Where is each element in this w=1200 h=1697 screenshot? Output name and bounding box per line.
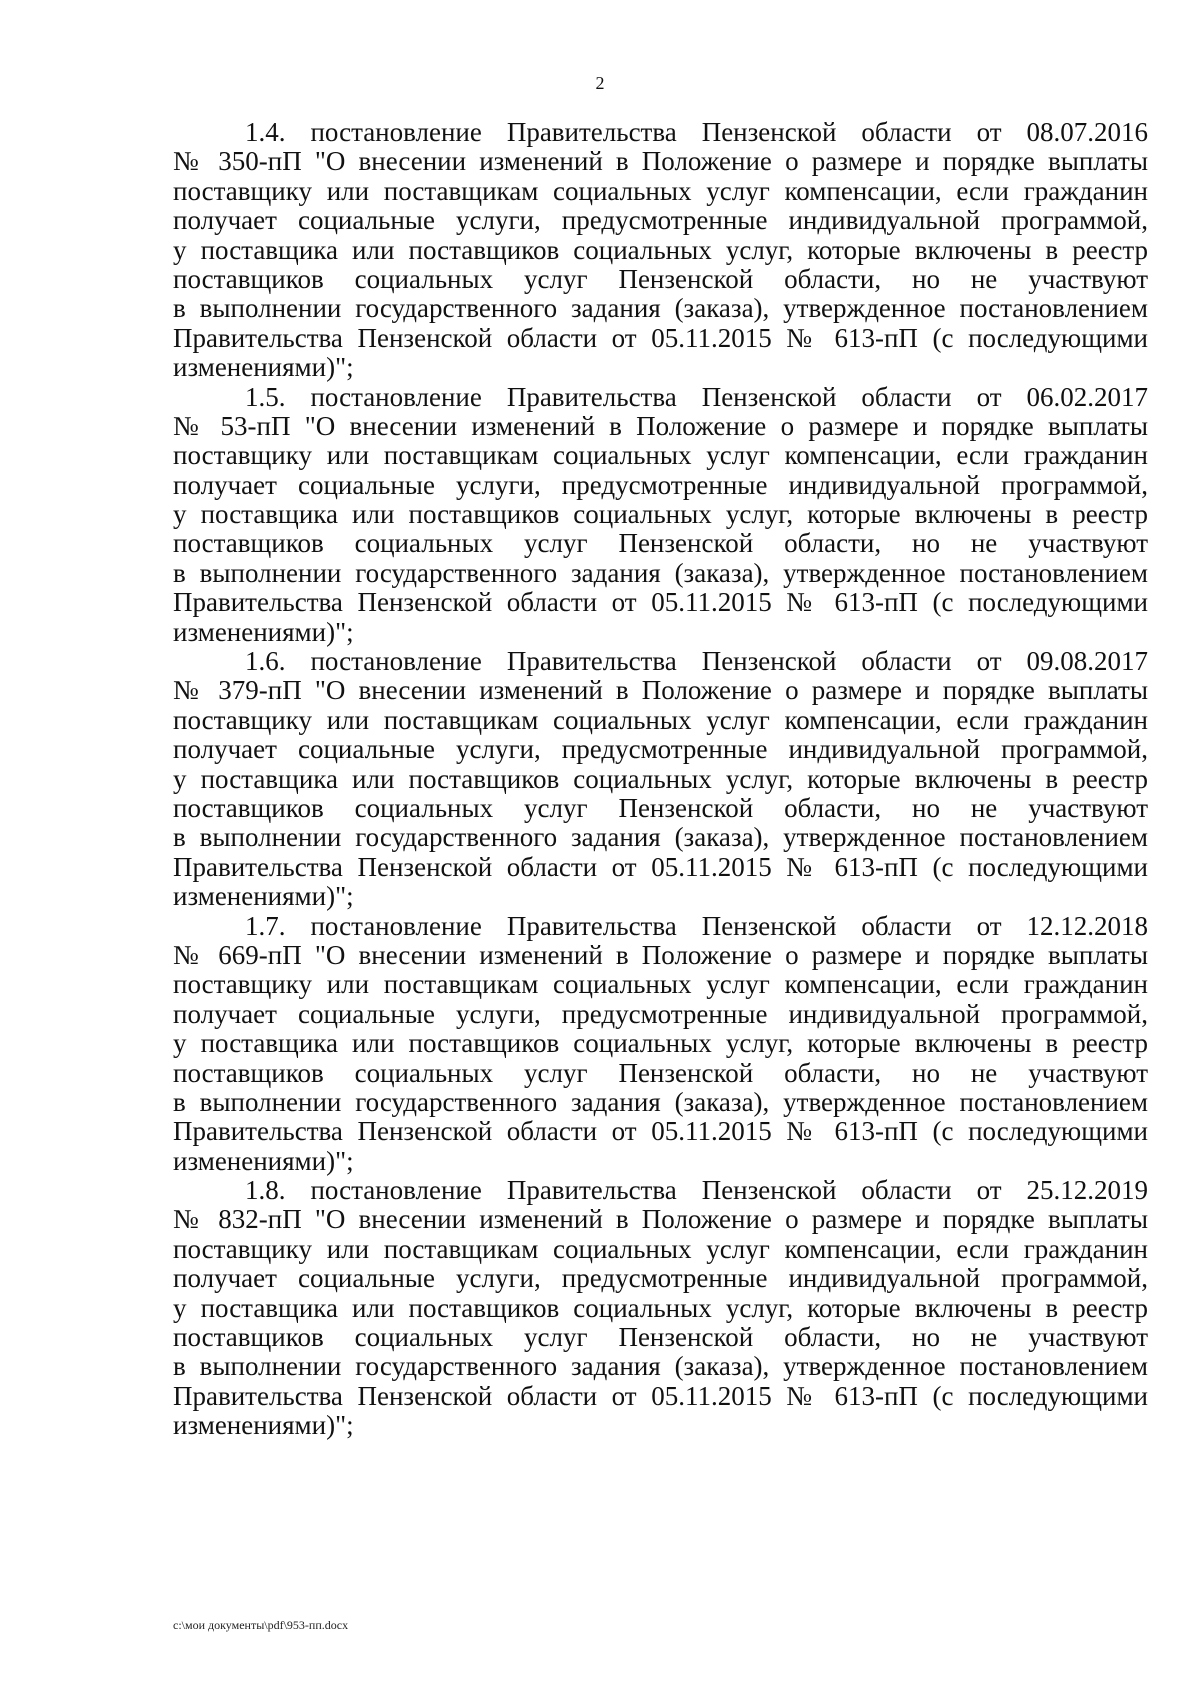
text-line: № 379-пП "О внесении изменений в Положение о размере и порядке выплаты (173, 675, 1148, 706)
text-line: Правительства Пензенской области от 05.11.2015 № 613-пП (с последующими (173, 322, 1148, 353)
text-line: изменениями)"; (173, 881, 354, 912)
text-line: получает социальные услуги, предусмотренные индивидуальной программой, (173, 998, 1148, 1029)
text-line: получает социальные услуги, предусмотренные индивидуальной программой, (173, 734, 1148, 765)
text-line: получает социальные услуги, предусмотренные индивидуальной программой, (173, 1263, 1148, 1294)
list-item (173, 383, 1148, 648)
text-line: 1.7. постановление Правительства Пензенской области от 12.12.2018 (245, 910, 1148, 941)
text-line: № 832-пП "О внесении изменений в Положение о размере и порядке выплаты (173, 1204, 1148, 1235)
text-line: 1.8. постановление Правительства Пензенской области от 25.12.2019 (245, 1175, 1148, 1206)
text-line: Правительства Пензенской области от 05.11.2015 № 613-пП (с последующими (173, 851, 1148, 882)
text-line: у поставщика или поставщиков социальных услуг, которые включены в реестр (173, 499, 1148, 530)
text-line: у поставщика или поставщиков социальных услуг, которые включены в реестр (173, 234, 1148, 265)
text-line: Правительства Пензенской области от 05.11.2015 № 613-пП (с последующими (173, 1116, 1148, 1147)
list-item (173, 118, 1148, 383)
text-line: получает социальные услуги, предусмотренные индивидуальной программой, (173, 205, 1148, 236)
text-line: поставщиков социальных услуг Пензенской области, но не участвуют (173, 1322, 1148, 1353)
file-path-footer: c:\мои документы\pdf\953-пп.docx (173, 1618, 349, 1632)
list-item (173, 912, 1148, 1177)
text-line: в выполнении государственного задания (заказа), утвержденное постановлением (173, 293, 1148, 324)
text-line: 1.5. постановление Правительства Пензенской области от 06.02.2017 (245, 381, 1148, 412)
text-line: у поставщика или поставщиков социальных услуг, которые включены в реестр (173, 1028, 1148, 1059)
text-line: поставщику или поставщикам социальных услуг компенсации, если гражданин (173, 969, 1148, 1000)
text-line: поставщиков социальных услуг Пензенской области, но не участвуют (173, 1057, 1148, 1088)
text-line: получает социальные услуги, предусмотренные индивидуальной программой, (173, 469, 1148, 500)
text-line: Правительства Пензенской области от 05.11.2015 № 613-пП (с последующими (173, 587, 1148, 618)
text-line: 1.4. постановление Правительства Пензенской области от 08.07.2016 (245, 117, 1148, 147)
text-line: в выполнении государственного задания (заказа), утвержденное постановлением (173, 822, 1148, 853)
text-line: поставщику или поставщикам социальных услуг компенсации, если гражданин (173, 440, 1148, 471)
text-line: у поставщика или поставщиков социальных услуг, которые включены в реестр (173, 763, 1148, 794)
document-body (173, 118, 1148, 1441)
text-line: в выполнении государственного задания (заказа), утвержденное постановлением (173, 1351, 1148, 1382)
page-number: 2 (595, 73, 605, 93)
text-line: № 669-пП "О внесении изменений в Положение о размере и порядке выплаты (173, 939, 1148, 970)
text-line: изменениями)"; (173, 1145, 354, 1176)
text-line: поставщиков социальных услуг Пензенской области, но не участвуют (173, 263, 1148, 294)
text-line: изменениями)"; (173, 616, 354, 647)
text-line: поставщику или поставщикам социальных услуг компенсации, если гражданин (173, 1233, 1148, 1264)
text-line: у поставщика или поставщиков социальных услуг, которые включены в реестр (173, 1292, 1148, 1323)
text-line: поставщиков социальных услуг Пензенской области, но не участвуют (173, 528, 1148, 559)
text-line: в выполнении государственного задания (заказа), утвержденное постановлением (173, 1086, 1148, 1117)
text-line: поставщиков социальных услуг Пензенской области, но не участвуют (173, 792, 1148, 823)
text-line: № 53-пП "О внесении изменений в Положение о размере и порядке выплаты (173, 410, 1148, 441)
text-line: изменениями)"; (173, 1410, 354, 1441)
text-line: Правительства Пензенской области от 05.11.2015 № 613-пП (с последующими (173, 1380, 1148, 1411)
list-item (173, 1176, 1148, 1441)
text-line: № 350-пП "О внесении изменений в Положение о размере и порядке выплаты (173, 146, 1148, 177)
list-item (173, 647, 1148, 912)
text-line: изменениями)"; (173, 352, 354, 383)
text-line: в выполнении государственного задания (заказа), утвержденное постановлением (173, 557, 1148, 588)
text-line: поставщику или поставщикам социальных услуг компенсации, если гражданин (173, 175, 1148, 206)
text-line: 1.6. постановление Правительства Пензенской области от 09.08.2017 (245, 646, 1148, 677)
text-line: поставщику или поставщикам социальных услуг компенсации, если гражданин (173, 704, 1148, 735)
